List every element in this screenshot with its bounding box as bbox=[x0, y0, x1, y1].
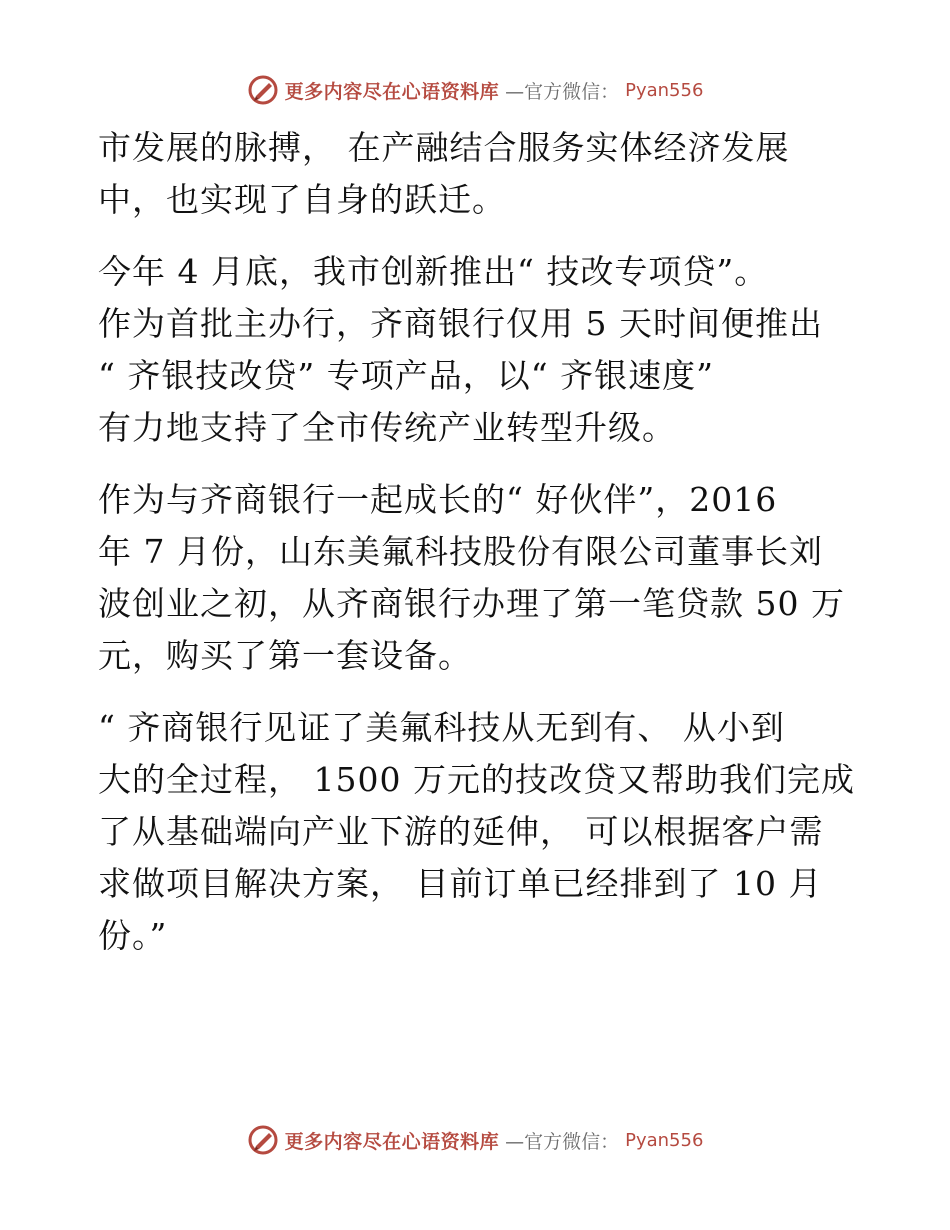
text-line: “ 齐商银行见证了美氟科技从无到有、 从小到 bbox=[98, 708, 785, 747]
watermark-sub-text: —官方微信： bbox=[505, 80, 620, 103]
paragraph-3 bbox=[98, 474, 858, 682]
text-line: 元，购买了第一套设备。 bbox=[98, 636, 472, 675]
paragraph-1 bbox=[98, 122, 858, 226]
pen-logo-icon bbox=[247, 74, 279, 106]
watermark-main-text: 更多内容尽在心语资料库 bbox=[284, 1130, 500, 1153]
paragraph-4 bbox=[98, 702, 858, 962]
text-line: 有力地支持了全市传统产业转型升级。 bbox=[98, 408, 676, 447]
pen-logo-icon bbox=[247, 1124, 279, 1156]
document-body bbox=[98, 122, 858, 982]
text-line: “ 齐银技改贷” 专项产品，以“ 齐银速度” bbox=[98, 356, 714, 395]
watermark-id-text: Pyan556 bbox=[625, 79, 704, 101]
text-line: 作为首批主办行，齐商银行仅用 5 天时间便推出 bbox=[98, 304, 823, 343]
text-line: 年 7 月份，山东美氟科技股份有限公司董事长刘 bbox=[98, 532, 823, 571]
text-line: 今年 4 月底，我市创新推出“ 技改专项贷”。 bbox=[98, 252, 769, 291]
watermark-sub-text: —官方微信： bbox=[505, 1130, 620, 1153]
text-line: 份。” bbox=[98, 916, 168, 955]
text-line: 中，也实现了自身的跃迁。 bbox=[98, 180, 506, 219]
watermark-main-text: 更多内容尽在心语资料库 bbox=[284, 80, 500, 103]
text-line: 波创业之初，从齐商银行办理了第一笔贷款 50 万 bbox=[98, 584, 845, 623]
header-watermark bbox=[0, 74, 950, 106]
text-line: 了从基础端向产业下游的延伸， 可以根据客户需 bbox=[98, 812, 824, 851]
paragraph-2 bbox=[98, 246, 858, 454]
text-line: 市发展的脉搏， 在产融结合服务实体经济发展 bbox=[98, 128, 790, 167]
text-line: 作为与齐商银行一起成长的“ 好伙伴”，2016 bbox=[98, 480, 778, 519]
text-line: 大的全过程， 1500 万元的技改贷又帮助我们完成 bbox=[98, 760, 855, 799]
watermark-id-text: Pyan556 bbox=[625, 1129, 704, 1151]
text-line: 求做项目解决方案， 目前订单已经排到了 10 月 bbox=[98, 864, 823, 903]
footer-watermark bbox=[0, 1124, 950, 1156]
